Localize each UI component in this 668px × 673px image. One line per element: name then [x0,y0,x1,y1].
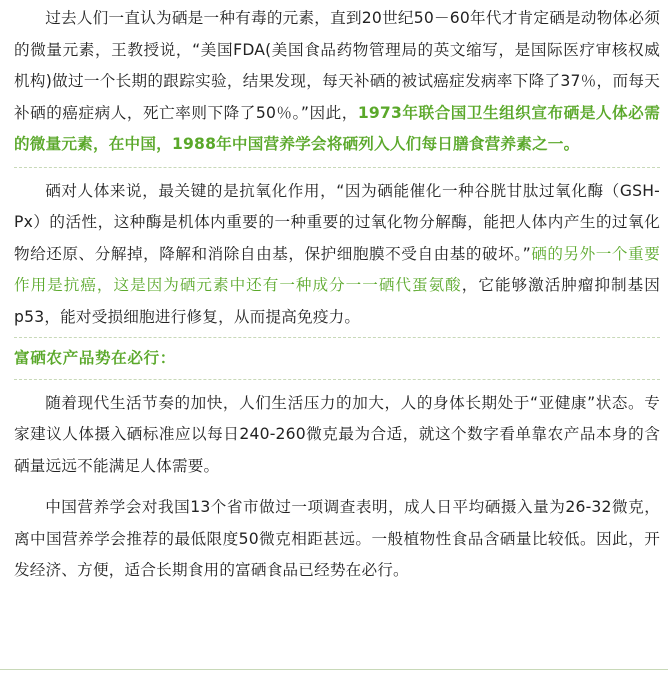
paragraph-survey: 中国营养学会对我国13个省市做过一项调查表明，成人日平均硒摄入量为26-32微克，离中国营养学会推荐的最低限度50微克相距甚远。一般植物性食品含硒量比较低。因此，开发经济、方便，适合长期食用的富硒食品已经势在必行。 [14,498,660,579]
paragraph-subhealth: 随着现代生活节奏的加快，人们生活压力的加大，人的身体长期处于“亚健康”状态。专家建议人体摄入硒标准应以每日240-260微克最为合适，就这个数字看单靠农产品本身的含硒量远远不能满足人体需要。 [14,393,660,475]
paragraph-text: 硒对人体来说，最关键的是抗氧化作用，“因为硒能催化一种谷胱甘肽过氧化酶（GSH-Px）的活性，这种酶是机体内重要的一种重要的过氧化物分解酶，能把人体内产生的过氧化物给还原、分解掉，降解和消除自由基，保护细胞膜不受自由基的破坏。” [14,181,660,263]
paragraph-selenium-history [14,3,660,161]
section-divider [14,337,660,338]
highlight-text: 1973年联合国卫生组织宣布硒是人体必需的微量元素，在中国，1988年中国营养学会将硒列入人们每日膳食营养素之一。 [14,103,660,153]
section-divider [14,167,660,168]
highlight-text: 硒的另外一个重要作用是抗癌，这是因为硒元素中还有一种成分一一硒代蛋氨酸 [14,244,660,294]
paragraph-antioxidant [14,176,660,334]
paragraph-text: ，它能够激活肿瘤抑制基因p53，能对受损细胞进行修复，从而提高免疫力。 [14,276,660,326]
section-divider [14,379,660,380]
article-body [0,3,668,673]
section-heading: 富硒农产品势在必行： [14,349,176,367]
paragraph-text: 过去人们一直认为硒是一种有毒的元素，直到20世纪50－60年代才肯定硒是动物体必须的微量元素，王教授说，“美国FDA(美国食品药物管理局的英文缩写，是国际医疗审核权威机构)做过一个长期的跟踪实验，结果发现，每天补硒的被试癌症发病率下降了37％，而每天补硒的癌症病人，死亡率则下降了50％。”因此， [14,9,660,122]
